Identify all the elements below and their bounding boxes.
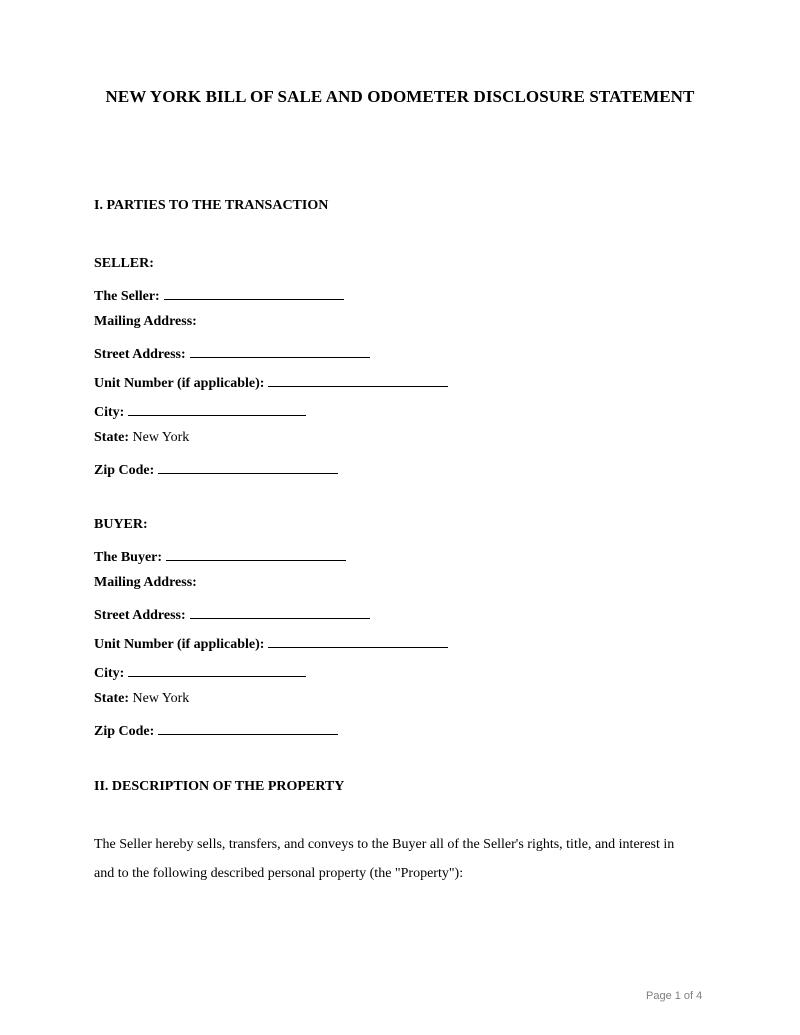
section-parties-heading: I. PARTIES TO THE TRANSACTION — [94, 198, 329, 213]
seller-unit-row — [94, 372, 448, 392]
seller-heading: SELLER: — [94, 256, 154, 271]
buyer-mailing-label: Mailing Address: — [94, 575, 197, 590]
buyer-city-row — [94, 662, 306, 682]
seller-state-row — [94, 430, 189, 446]
buyer-unit-row — [94, 633, 448, 653]
buyer-mailing-row — [94, 575, 197, 591]
seller-name-blank[interactable] — [164, 285, 344, 300]
seller-unit-label: Unit Number (if applicable): — [94, 376, 265, 391]
seller-name-label: The Seller: — [94, 289, 160, 304]
seller-street-row — [94, 343, 370, 363]
seller-zip-row — [94, 459, 338, 479]
buyer-name-blank[interactable] — [166, 546, 346, 561]
property-paragraph-line-1: The Seller hereby sells, transfers, and conveys to the Buyer all of the Seller's rights, title, and interest in — [94, 837, 675, 852]
buyer-state-row — [94, 691, 189, 707]
property-paragraph — [94, 830, 704, 888]
seller-street-label: Street Address: — [94, 347, 186, 362]
buyer-city-label: City: — [94, 666, 125, 681]
seller-state-value: New York — [132, 430, 190, 445]
seller-state-label: State: — [94, 430, 129, 445]
seller-zip-label: Zip Code: — [94, 463, 155, 478]
buyer-state-label: State: — [94, 691, 129, 706]
section-property-heading: II. DESCRIPTION OF THE PROPERTY — [94, 779, 345, 794]
buyer-zip-label: Zip Code: — [94, 724, 155, 739]
buyer-heading: BUYER: — [94, 517, 148, 532]
buyer-street-blank[interactable] — [190, 604, 370, 619]
seller-mailing-row — [94, 314, 197, 330]
buyer-zip-row — [94, 720, 338, 740]
seller-city-blank[interactable] — [128, 401, 306, 416]
seller-city-label: City: — [94, 405, 125, 420]
buyer-name-label: The Buyer: — [94, 550, 163, 565]
buyer-unit-label: Unit Number (if applicable): — [94, 637, 265, 652]
buyer-city-blank[interactable] — [128, 662, 306, 677]
buyer-street-label: Street Address: — [94, 608, 186, 623]
seller-street-blank[interactable] — [190, 343, 370, 358]
seller-unit-blank[interactable] — [268, 372, 448, 387]
seller-city-row — [94, 401, 306, 421]
buyer-street-row — [94, 604, 370, 624]
page-number: Page 1 of 4 — [646, 990, 703, 1002]
seller-name-row — [94, 285, 344, 305]
seller-mailing-label: Mailing Address: — [94, 314, 197, 329]
buyer-zip-blank[interactable] — [158, 720, 338, 735]
buyer-state-value: New York — [132, 691, 190, 706]
buyer-unit-blank[interactable] — [268, 633, 448, 648]
document-title: NEW YORK BILL OF SALE AND ODOMETER DISCLOSURE STATEMENT — [105, 87, 695, 106]
seller-zip-blank[interactable] — [158, 459, 338, 474]
property-paragraph-line-2: and to the following described personal property (the "Property"): — [94, 866, 464, 881]
buyer-name-row — [94, 546, 346, 566]
